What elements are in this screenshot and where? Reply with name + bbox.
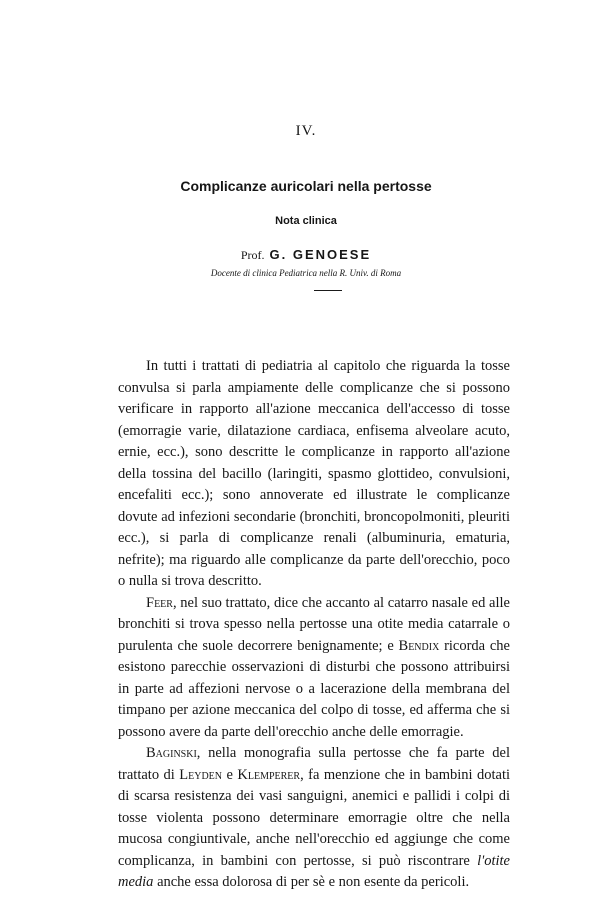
paragraph-text: , nella monografia sulla pertosse che fa parte del trattato di (118, 745, 510, 783)
paragraph-1: In tutti i trattati di pediatria al capitolo che riguarda la tosse convulsa si parla ampiamente delle complicanze che si possono verificare in rapporto all'azione meccanica dell'accesso di tosse (emorragie varie, dilatazione cardiaca, enfisema alveolare acuto, ernie, ecc.), sono descritte le complicanze in rapporto all'azione della tossina del bacillo (laringiti, spasmo glottideo, convulsioni, encefaliti ecc.); sono annoverate ed illustrate le complicanze dovute ad infezioni secondarie (bronchiti, broncopolmoniti, pleuriti ecc.), si parla di complicanze renali (albuminuria, ematuria, nefrite); ma riguardo alle complicanze da parte dell'orecchio, poco o nulla si trova descritto. (118, 358, 510, 589)
cited-author: Feer (146, 594, 173, 611)
paragraph-2 (118, 593, 510, 744)
chapter-number: IV. (295, 123, 317, 139)
paragraph-text: anche essa dolorosa di per sè e non esente da pericoli. (153, 874, 470, 890)
paragraph-text: , fa menzione che in bambini dotati di scarsa resistenza dei vasi sanguigni, anemici e pallidi i colpi di tosse violenta possono determinare emorragie oltre che nella mucosa congiuntivale, anche nell'orecchio ed aggiunge che come complicanza, in bambini con pertosse, si può riscontrare (118, 766, 511, 869)
article-subtitle: Nota clinica (275, 215, 337, 227)
author-prefix: Prof. (240, 248, 265, 262)
article-title: Complicanze auricolari nella pertosse (180, 178, 432, 194)
cited-author: Leyden (179, 766, 223, 783)
author-line (0, 247, 612, 263)
cited-author: Bendix (398, 637, 440, 654)
paragraph-text: , nel suo trattato, dice che accanto al catarro nasale ed alle bronchiti si trova spesso nella pertosse una otite media catarrale o purulenta che suole decorrere benignamente; e (118, 594, 510, 654)
paragraph-text: ricorda che esistono parecchie osservazioni di disturbi che possono attribuirsi in parte ad affezioni nervose o a lacerazione della membrana del timpano per azione meccanica del colpo di tosse, ed afferma che si possono avere da parte dell'orecchio anche delle emorragie. (118, 637, 510, 740)
author-affiliation: Docente di clinica Pediatrica nella R. Univ. di Roma (210, 268, 402, 278)
article-body (118, 356, 510, 894)
title-divider (314, 290, 342, 291)
italic-term: l'otite media (118, 852, 510, 890)
cited-author: Baginski (146, 745, 197, 761)
author-name: G. GENOESE (269, 247, 372, 262)
paragraph-text: e (222, 766, 238, 783)
paragraph-3 (118, 743, 510, 894)
cited-author: Klemperer (237, 766, 301, 783)
